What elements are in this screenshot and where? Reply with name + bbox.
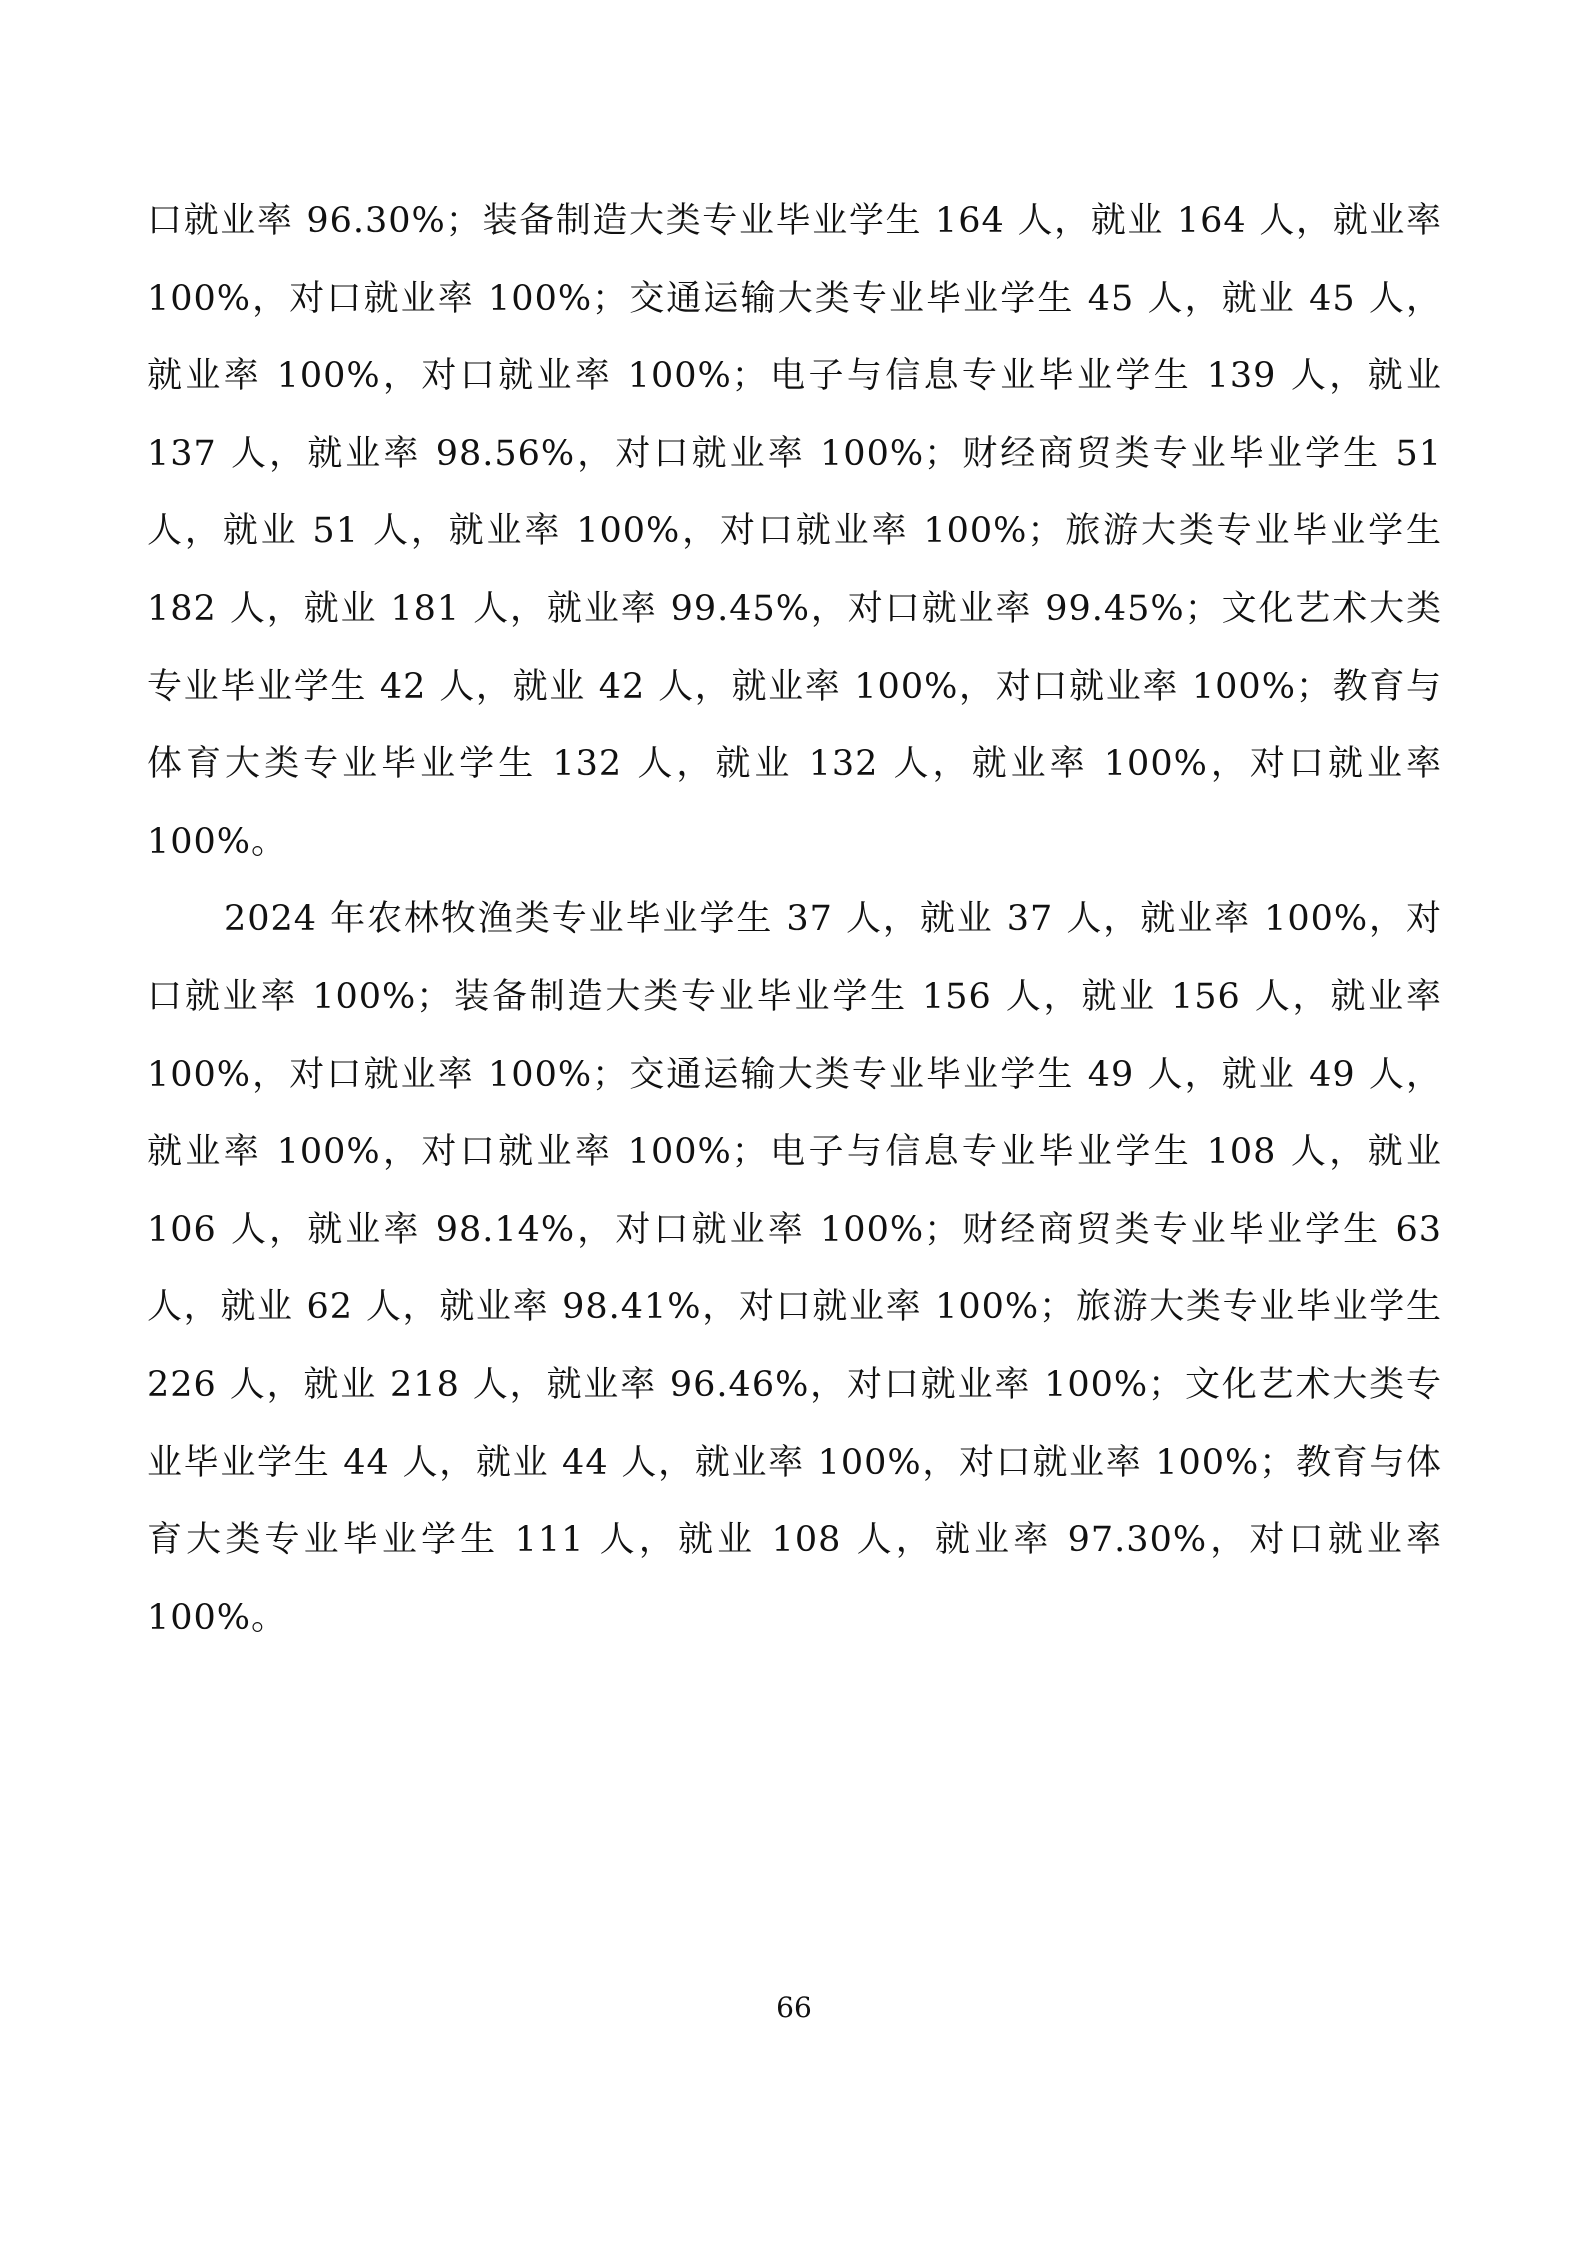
body-text [147, 183, 1442, 1657]
page-number: 66 [776, 1991, 812, 2024]
paragraph-2023-continuation: 口就业率 96.30%；装备制造大类专业毕业学生 164 人，就业 164 人，就业率 100%，对口就业率 100%；交通运输大类专业毕业学生 45 人，就业 45 人，就业率 100%，对口就业率 100%；电子与信息专业毕业学生 139 人，就业 137 人，就业率 98.56%，对口就业率 100%；财经商贸类专业毕业学生 51 人，就业 51 人，就业率 100%，对口就业率 100%；旅游大类专业毕业学生 182 人，就业 181 人，就业率 99.45%，对口就业率 99.45%；文化艺术大类专业毕业学生 42 人，就业 42 人，就业率 100%，对口就业率 100%；教育与体育大类专业毕业学生 132 人，就业 132 人，就业率 100%，对口就业率 100%。 [147, 201, 1442, 862]
paragraph-2024-summary: 2024 年农林牧渔类专业毕业学生 37 人，就业 37 人，就业率 100%，对口就业率 100%；装备制造大类专业毕业学生 156 人，就业 156 人，就业率 100%，对口就业率 100%；交通运输大类专业毕业学生 49 人，就业 49 人，就业率 100%，对口就业率 100%；电子与信息专业毕业学生 108 人，就业 106 人，就业率 98.14%，对口就业率 100%；财经商贸类专业毕业学生 63 人，就业 62 人，就业率 98.41%，对口就业率 100%；旅游大类专业毕业学生 226 人，就业 218 人，就业率 96.46%，对口就业率 100%；文化艺术大类专业毕业学生 44 人，就业 44 人，就业率 100%，对口就业率 100%；教育与体育大类专业毕业学生 111 人，就业 108 人，就业率 97.30%，对口就业率 100%。 [147, 899, 1442, 1638]
